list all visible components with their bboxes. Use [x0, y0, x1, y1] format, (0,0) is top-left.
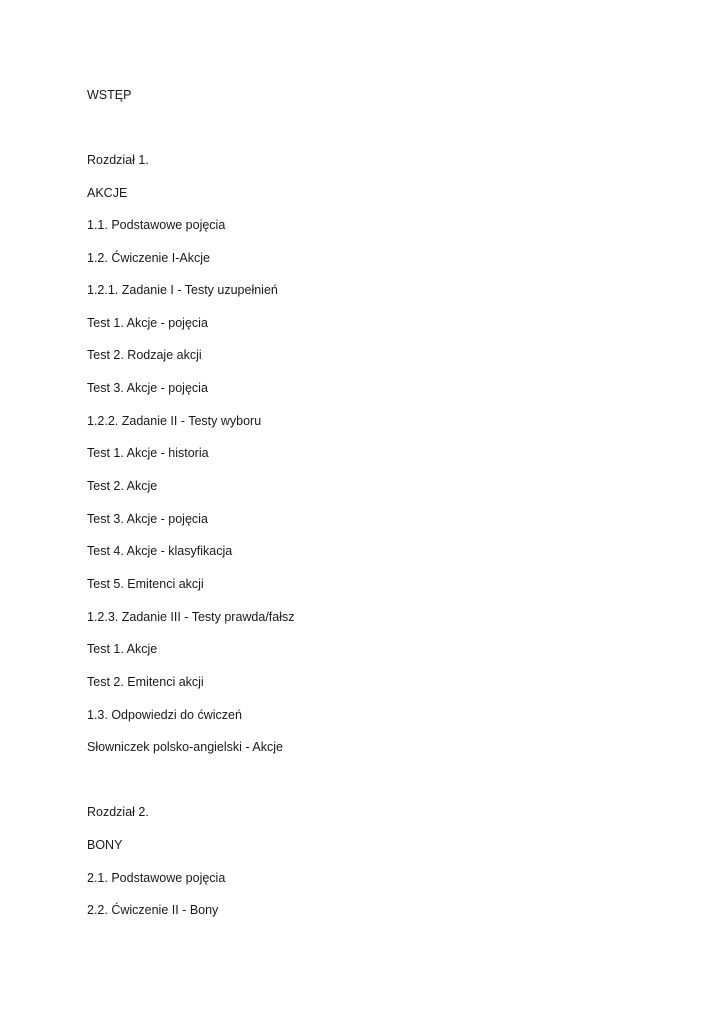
toc-line: Test 3. Akcje - pojęcia	[87, 381, 208, 395]
toc-line: 1.2.2. Zadanie II - Testy wyboru	[87, 414, 262, 428]
toc-line: 1.2.3. Zadanie III - Testy prawda/fałsz	[87, 610, 295, 624]
chapter-2-title: BONY	[87, 838, 123, 852]
toc-line: Test 2. Emitenci akcji	[87, 675, 204, 689]
toc-line: Słowniczek polsko-angielski - Akcje	[87, 740, 283, 754]
toc-line: Test 4. Akcje - klasyfikacja	[87, 544, 233, 558]
toc-line: Test 1. Akcje - historia	[87, 446, 209, 460]
chapter-2-number: Rozdział 2.	[87, 805, 149, 819]
toc-line: 2.1. Podstawowe pojęcia	[87, 871, 226, 885]
toc-line: Test 1. Akcje - pojęcia	[87, 316, 208, 330]
toc-line: 2.2. Ćwiczenie II - Bony	[87, 903, 219, 917]
chapter-1-title: AKCJE	[87, 186, 128, 200]
heading-introduction: WSTĘP	[87, 88, 132, 102]
toc-line: 1.3. Odpowiedzi do ćwiczeń	[87, 708, 242, 722]
toc-line: 1.2. Ćwiczenie I-Akcje	[87, 251, 210, 265]
toc-line: Test 5. Emitenci akcji	[87, 577, 204, 591]
toc-line: 1.1. Podstawowe pojęcia	[87, 218, 226, 232]
toc-line: Test 3. Akcje - pojęcia	[87, 512, 208, 526]
toc-line: Test 2. Rodzaje akcji	[87, 348, 202, 362]
toc-line: Test 2. Akcje	[87, 479, 158, 493]
chapter-1-number: Rozdział 1.	[87, 153, 149, 167]
toc-line: Test 1. Akcje	[87, 642, 158, 656]
toc-line: 1.2.1. Zadanie I - Testy uzupełnień	[87, 283, 278, 297]
